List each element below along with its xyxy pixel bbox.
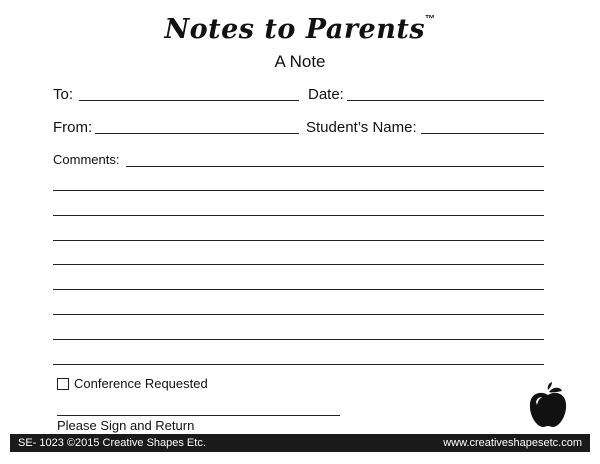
signature-field[interactable]	[57, 415, 340, 416]
conference-checkbox[interactable]	[57, 378, 69, 390]
student-name-label: Student’s Name:	[306, 119, 417, 136]
from-label: From:	[53, 119, 93, 136]
to-field[interactable]	[79, 100, 299, 101]
page-title	[0, 14, 600, 45]
date-field[interactable]	[347, 100, 544, 101]
trademark-symbol: ™	[425, 14, 436, 25]
apple-icon	[528, 382, 568, 428]
comments-line[interactable]	[53, 314, 544, 315]
comments-label: Comments:	[53, 152, 120, 167]
conference-label: Conference Requested	[74, 376, 208, 391]
comments-line[interactable]	[53, 264, 544, 265]
footer-bar	[10, 434, 590, 452]
copyright-text: SE- 1023 ©2015 Creative Shapes Etc.	[18, 437, 206, 449]
comments-line[interactable]	[126, 166, 544, 167]
to-label: To:	[53, 86, 74, 103]
comments-line[interactable]	[53, 289, 544, 290]
page-subtitle: A Note	[274, 52, 326, 71]
comments-line[interactable]	[53, 240, 544, 241]
comments-line[interactable]	[53, 190, 544, 191]
title-text: Notes to Parents	[164, 14, 426, 45]
student-name-field[interactable]	[421, 133, 544, 134]
signature-label: Please Sign and Return	[57, 418, 195, 433]
comments-line[interactable]	[53, 364, 544, 365]
comments-line[interactable]	[53, 339, 544, 340]
date-label: Date:	[308, 86, 344, 103]
website-text: www.creativeshapesetc.com	[443, 437, 582, 449]
from-field[interactable]	[95, 133, 299, 134]
comments-line[interactable]	[53, 215, 544, 216]
